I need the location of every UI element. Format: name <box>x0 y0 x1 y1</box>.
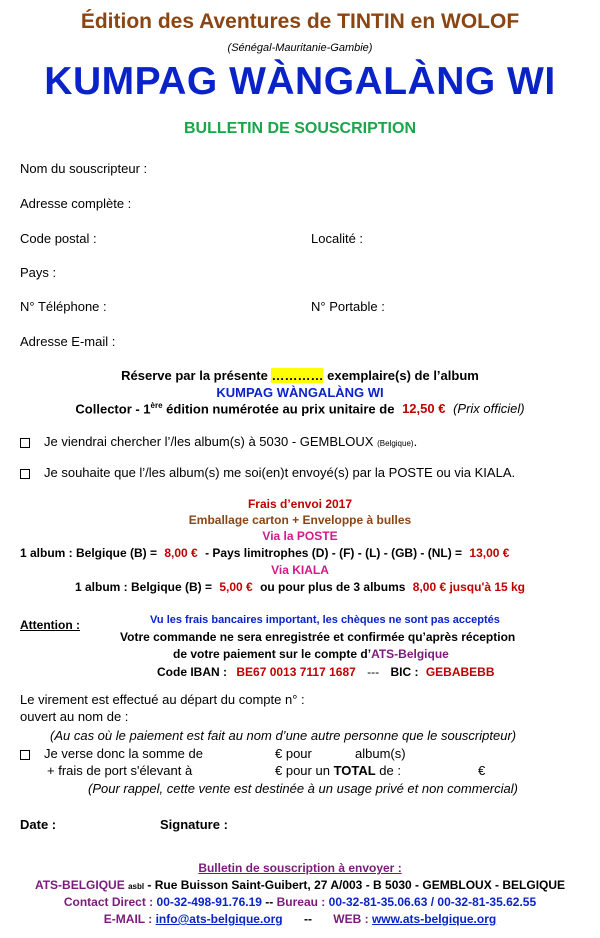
total-line: € pour un TOTAL de : <box>275 763 401 778</box>
via-kiala: Via KIALA <box>271 563 329 577</box>
signature-label: Signature : <box>160 817 228 832</box>
bank-details: Code IBAN : BE67 0013 7117 1687 --- BIC : GEBABEBB <box>157 665 495 679</box>
edition-title: Édition des Aventures de TINTIN en WOLOF <box>80 10 520 33</box>
confirmation-line2: de votre paiement sur le compte d’ATS-Belgique <box>173 647 449 661</box>
reservation-album: KUMPAG WÀNGALÀNG WI <box>216 385 384 400</box>
mobile-label: N° Portable : <box>311 299 385 314</box>
total-euro: € <box>478 763 486 778</box>
amount-checkbox[interactable] <box>20 750 30 760</box>
contact-phone[interactable]: 00-32-498-91.76.19 <box>156 895 262 909</box>
website-link[interactable]: www.ats-belgique.org <box>371 912 497 926</box>
unit-price: 12,50 € <box>402 401 446 417</box>
private-use-note: (Pour rappel, cette vente est destinée à un usage privé et non commercial) <box>88 781 518 796</box>
via-poste: Via la POSTE <box>262 529 338 543</box>
shipping-cost-line: + frais de port s'élevant à <box>47 763 193 778</box>
date-label: Date : <box>20 817 57 832</box>
kiala-rates: 1 album : Belgique (B) = 5,00 € ou pour plus de 3 albums 8,00 € jusqu'à 15 kg <box>74 580 526 594</box>
send-to-label: Bulletin de souscription à envoyer : <box>198 861 402 875</box>
pickup-checkbox[interactable] <box>20 438 30 448</box>
form-title: BULLETIN DE SOUSCRIPTION <box>183 120 416 137</box>
shipping-title: Frais d’envoi 2017 <box>247 497 353 511</box>
web-line: E-MAIL : info@ats-belgique.org -- WEB : www.ats-belgique.org <box>103 912 497 926</box>
org-address: ATS-BELGIQUE asbl - Rue Buisson Saint-Guibert, 27 A/003 - B 5030 - GEMBLOUX - BELGIQUE <box>34 878 566 892</box>
reservation-line: Réserve par la présente ………… exemplaire(s) de l’album <box>121 368 479 383</box>
name-field-label: Nom du souscripteur : <box>20 161 148 176</box>
address-field-label: Adresse complète : <box>20 196 132 211</box>
amount-line[interactable]: Je verse donc la somme de <box>20 746 203 761</box>
city-label: Localité : <box>311 231 364 246</box>
confirmation-line1: Votre commande ne sera enregistrée et confirmée qu’après réception <box>120 630 516 644</box>
bic-value: GEBABEBB <box>425 665 495 679</box>
quantity-blank: ………… <box>271 368 324 383</box>
collector-line: Collector - 1ère édition numérotée au prix unitaire de 12,50 € (Prix officiel) <box>75 401 525 417</box>
ship-checkbox[interactable] <box>20 469 30 479</box>
postal-code-label: Code postal : <box>20 231 97 246</box>
account-line: Le virement est effectué au départ du compte n° : <box>20 692 305 707</box>
contact-line: Contact Direct : 00-32-498-91.76.19 -- Bureau : 00-32-81-35.06.63 / 00-32-81-35.62.55 <box>63 895 537 909</box>
cheques-notice: Vu les frais bancaires important, les chèques ne sont pas acceptés <box>150 614 500 626</box>
office-phone[interactable]: 00-32-81-35.06.63 / 00-32-81-35.62.55 <box>328 895 537 909</box>
packaging-line: Emballage carton + Enveloppe à bulles <box>188 513 412 527</box>
attention-label: Attention : <box>20 618 80 632</box>
account-name-line: ouvert au nom de : <box>20 709 129 724</box>
iban-value: BE67 0013 7117 1687 <box>236 665 356 679</box>
option-pickup[interactable]: Je viendrai chercher l’/les album(s) à 5030 - GEMBLOUX (Belgique). <box>20 434 417 449</box>
album-title: KUMPAG WÀNGALÀNG WI <box>44 60 556 103</box>
payment-note: (Au cas où le paiement est fait au nom d’une autre personne que le souscripteur) <box>50 728 517 743</box>
euro-pour: € pour <box>275 746 312 761</box>
phone-label: N° Téléphone : <box>20 299 107 314</box>
albums-label: album(s) <box>355 746 406 761</box>
option-ship[interactable]: Je souhaite que l’/les album(s) me soi(en)t envoyé(s) par la POSTE ou via KIALA. <box>20 465 515 480</box>
country-label: Pays : <box>20 265 57 280</box>
poste-rates: 1 album : Belgique (B) = 8,00 € - Pays limitrophes (D) - (F) - (L) - (GB) - (NL) = 13,00 € <box>20 546 510 560</box>
countries-subtitle: (Sénégal-Mauritanie-Gambie) <box>227 42 373 54</box>
email-link[interactable]: info@ats-belgique.org <box>155 912 283 926</box>
email-field-label: Adresse E-mail : <box>20 334 116 349</box>
